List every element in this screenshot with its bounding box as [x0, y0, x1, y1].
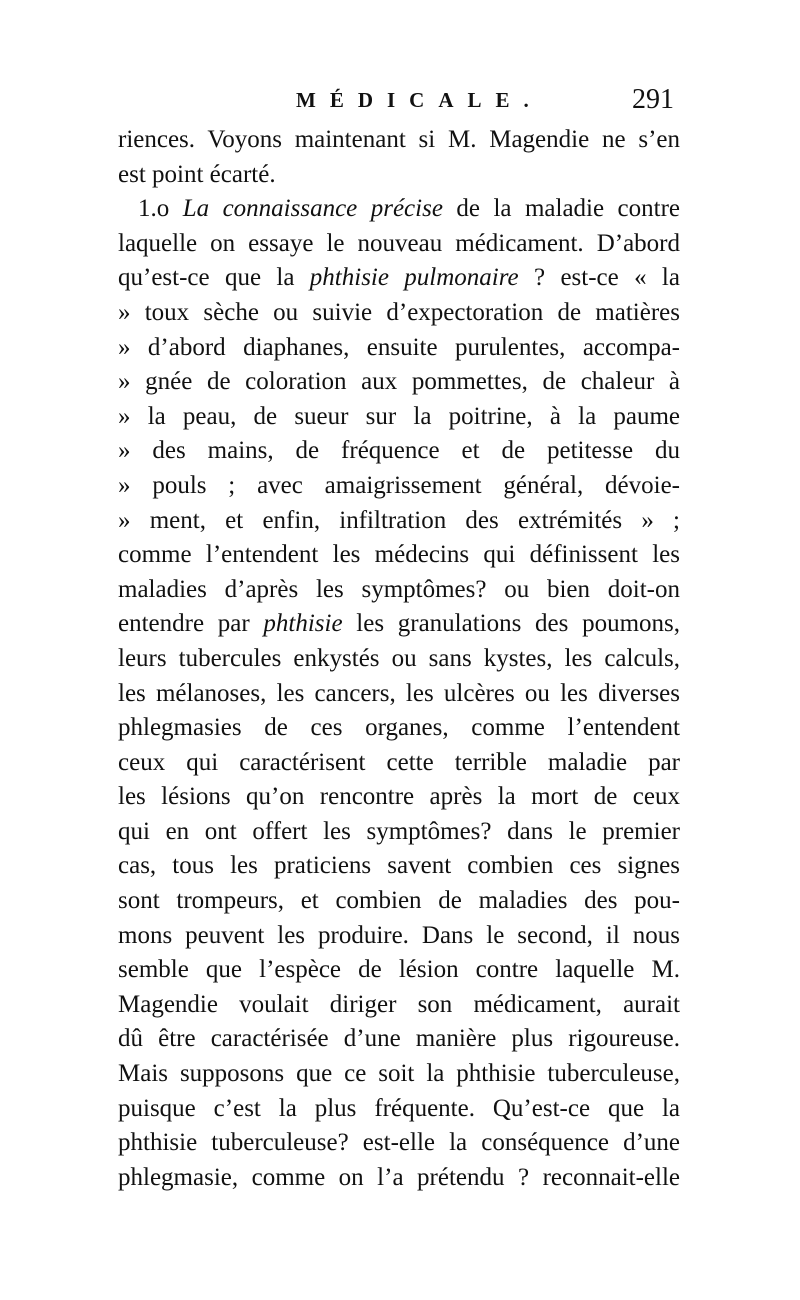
- italic-phrase: La connaissance précise: [182, 195, 443, 223]
- text-line: est point écarté.: [118, 160, 276, 188]
- text-line: Magendie voulait diriger son médicament, aurait: [118, 990, 680, 1018]
- text-line: puisque c’est la plus fréquente. Qu’est-ce que la: [118, 1094, 680, 1122]
- text-line: » des mains, de fréquence et de petitesse du: [118, 437, 680, 465]
- text-line: leurs tubercules enkystés ou sans kystes, les calculs,: [118, 644, 680, 672]
- text-line: [118, 192, 680, 227]
- text-line: semble que l’espèce de lésion contre laquelle M.: [118, 956, 680, 984]
- text-line: maladies d’après les symptômes? ou bien doit-on: [118, 575, 680, 603]
- text-line: dû être caractérisée d’une manière plus rigoureuse.: [118, 1025, 680, 1053]
- text-line: comme l’entendent les médecins qui définissent les: [118, 541, 680, 569]
- text-line: » ment, et enfin, infiltration des extrémités » ;: [118, 506, 680, 534]
- text-line: cas, tous les praticiens savent combien ces signes: [118, 852, 680, 880]
- text-line: phlegmasie, comme on l’a prétendu ? reconnait-elle: [118, 1163, 680, 1191]
- text-segment: de la maladie contre: [442, 195, 681, 223]
- page-number: 291: [632, 84, 674, 115]
- running-head: MÉDICALE.: [296, 88, 543, 112]
- text-line: » pouls ; avec amaigrissement général, dévoie-: [118, 471, 680, 499]
- text-segment: les granulations des poumons,: [342, 610, 681, 638]
- text-line: ceux qui caractérisent cette terrible maladie par: [118, 748, 680, 776]
- text-line: qui en ont offert les symptômes? dans le premier: [118, 817, 680, 845]
- text-line: riences. Voyons maintenant si M. Magendie ne s’en: [118, 126, 680, 153]
- body-text: [118, 123, 680, 1195]
- text-segment: ? est-ce « la: [518, 264, 680, 292]
- text-line: laquelle on essaye le nouveau médicament. D’abord: [118, 229, 680, 257]
- text-line: phthisie tuberculeuse? est-elle la conséquence d’une: [118, 1129, 680, 1157]
- text-segment: entendre par: [118, 610, 264, 638]
- text-line: [118, 607, 680, 642]
- italic-phrase: phthisie: [263, 610, 343, 638]
- page-header: [118, 84, 678, 124]
- text-line: les lésions qu’on rencontre après la mort de ceux: [118, 783, 680, 811]
- italic-phrase: phthisie pulmonaire: [309, 264, 519, 292]
- text-line: » gnée de coloration aux pommettes, de chaleur à: [118, 368, 680, 396]
- text-line: » d’abord diaphanes, ensuite purulentes, accompa-: [118, 333, 680, 361]
- text-segment: qu’est-ce que la: [118, 264, 310, 292]
- text-line: les mélanoses, les cancers, les ulcères ou les diverses: [118, 679, 680, 707]
- text-line: phlegmasies de ces organes, comme l’entendent: [118, 714, 680, 742]
- text-line: » toux sèche ou suivie d’expectoration de matières: [118, 298, 680, 326]
- text-line: mons peuvent les produire. Dans le second, il nous: [118, 921, 680, 949]
- text-segment: 1.o: [138, 195, 183, 223]
- text-line: [118, 261, 680, 296]
- text-line: » la peau, de sueur sur la poitrine, à la paume: [118, 402, 680, 430]
- text-line: Mais supposons que ce soit la phthisie tuberculeuse,: [118, 1060, 680, 1088]
- text-line: sont trompeurs, et combien de maladies des pou-: [118, 887, 680, 915]
